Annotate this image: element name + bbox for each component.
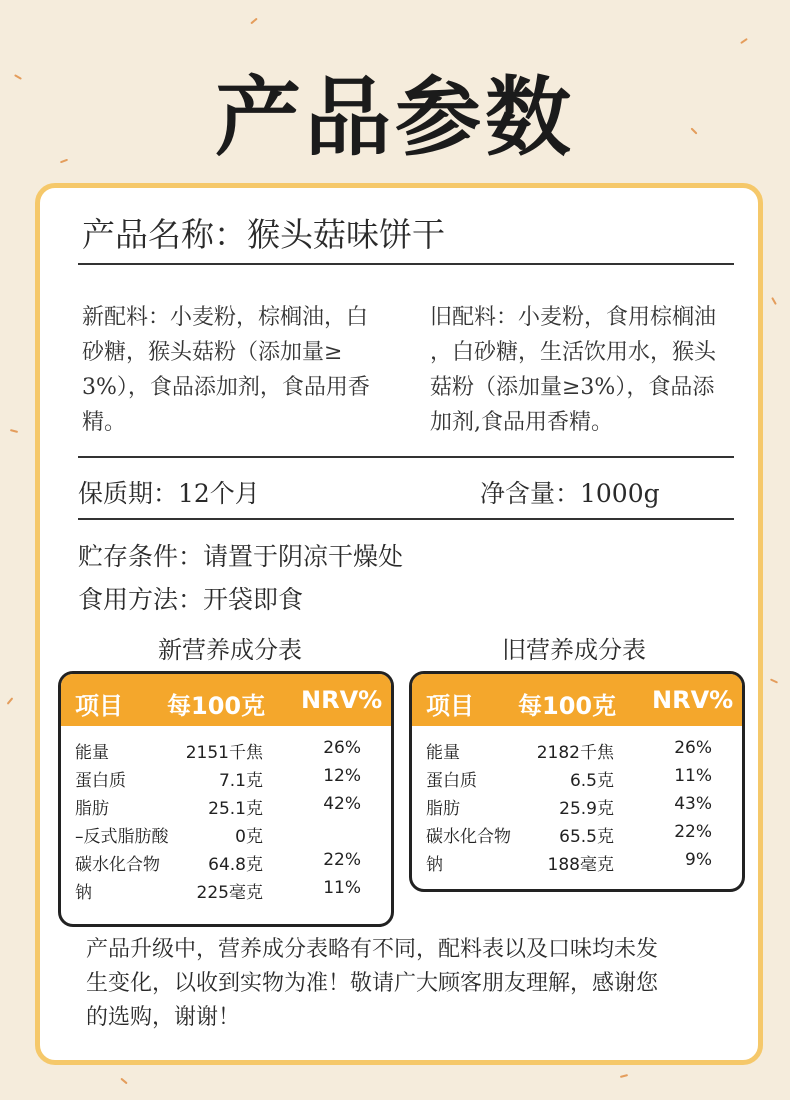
net-content: 净含量：1000g (480, 479, 660, 508)
usage-method: 食用方法：开袋即食 (78, 585, 304, 614)
nutrient-nrv: 43% (674, 794, 712, 814)
new-ingredients-line: 3%），食品添加剂，食品用香 (82, 375, 370, 400)
background-speck (10, 429, 18, 433)
notice-line: 生变化，以收到实物为准！敬请广大顾客朋友理解，感谢您 (86, 971, 659, 996)
table-row (61, 846, 391, 874)
divider (78, 518, 734, 520)
table-row (61, 762, 391, 790)
new-table-caption: 新营养成分表 (158, 636, 302, 664)
table-header (412, 674, 742, 726)
nutrient-name: 碳水化合物 (75, 855, 160, 875)
old-ingredients-line: 加剂,食品用香精。 (430, 410, 613, 435)
header-item: 项目 (426, 692, 474, 720)
shelf-life: 保质期：12个月 (78, 479, 260, 508)
nutrient-nrv: 12% (323, 766, 361, 786)
background-speck (771, 297, 777, 305)
table-row (61, 874, 391, 902)
nutrient-nrv: 22% (674, 822, 712, 842)
nutrient-nrv: 22% (323, 850, 361, 870)
nutrient-amount: 64.8克 (208, 855, 263, 875)
nutrient-amount: 2182千焦 (536, 743, 614, 763)
nutrient-amount: 7.1克 (218, 771, 263, 791)
old-ingredients-line: 旧配料：小麦粉，食用棕榈油 (430, 305, 717, 330)
header-nrv: NRV% (652, 686, 734, 714)
table-row (61, 790, 391, 818)
old-nutrition-table (409, 671, 745, 892)
nutrient-nrv: 26% (674, 738, 712, 758)
nutrient-name: 钠 (426, 855, 443, 875)
nutrient-name: 蛋白质 (75, 771, 126, 791)
background-speck (740, 38, 748, 44)
header-item: 项目 (75, 692, 123, 720)
old-ingredients-line: 菇粉（添加量≥3%），食品添 (430, 375, 715, 400)
old-ingredients-line: ，白砂糖，生活饮用水，猴头 (430, 340, 717, 365)
nutrient-nrv: 11% (323, 878, 361, 898)
divider (78, 263, 734, 265)
nutrient-amount: 65.5克 (559, 827, 614, 847)
nutrient-amount: 188毫克 (547, 855, 614, 875)
storage-condition: 贮存条件：请置于阴凉干燥处 (78, 542, 404, 571)
table-row (412, 734, 742, 762)
page-title: 产品参数 (215, 68, 575, 168)
background-speck (250, 18, 257, 25)
table-row (412, 762, 742, 790)
table-row (412, 790, 742, 818)
nutrient-amount: 25.9克 (559, 799, 614, 819)
new-ingredients-line: 精。 (82, 410, 127, 435)
header-nrv: NRV% (301, 686, 383, 714)
nutrient-nrv: 26% (323, 738, 361, 758)
nutrient-name: 脂肪 (75, 799, 109, 819)
nutrient-amount: 225毫克 (196, 883, 263, 903)
nutrient-name: 碳水化合物 (426, 827, 511, 847)
new-ingredients-line: 新配料：小麦粉，棕榈油，白 (82, 305, 369, 330)
new-ingredients-line: 砂糖，猴头菇粉（添加量≥ (82, 340, 343, 365)
nutrient-name: 蛋白质 (426, 771, 477, 791)
nutrient-amount: 2151千焦 (185, 743, 263, 763)
background-speck (770, 678, 778, 683)
notice-line: 的选购，谢谢！ (86, 1005, 241, 1030)
header-per100g: 每100克 (518, 692, 617, 720)
nutrient-amount: 6.5克 (569, 771, 614, 791)
nutrient-name: 能量 (75, 743, 109, 763)
nutrient-nrv: 11% (674, 766, 712, 786)
product-name: 产品名称：猴头菇味饼干 (82, 215, 445, 254)
background-speck (7, 697, 14, 704)
nutrient-amount: 0克 (235, 827, 263, 847)
parameter-card (35, 183, 763, 1065)
nutrient-name: 钠 (75, 883, 92, 903)
background-speck (120, 1078, 127, 1085)
old-table-caption: 旧营养成分表 (502, 636, 646, 664)
nutrient-amount: 25.1克 (208, 799, 263, 819)
divider (78, 456, 734, 458)
table-row (61, 734, 391, 762)
new-nutrition-table (58, 671, 394, 927)
table-row (61, 818, 391, 846)
background-speck (620, 1074, 628, 1078)
nutrient-nrv: 9% (685, 850, 712, 870)
table-header (61, 674, 391, 726)
table-row (412, 818, 742, 846)
nutrient-name: 脂肪 (426, 799, 460, 819)
table-row (412, 846, 742, 874)
nutrient-name: –反式脂肪酸 (75, 827, 169, 847)
nutrient-nrv: 42% (323, 794, 361, 814)
nutrient-name: 能量 (426, 743, 460, 763)
notice-line: 产品升级中，营养成分表略有不同，配料表以及口味均未发 (86, 937, 659, 962)
header-per100g: 每100克 (167, 692, 266, 720)
